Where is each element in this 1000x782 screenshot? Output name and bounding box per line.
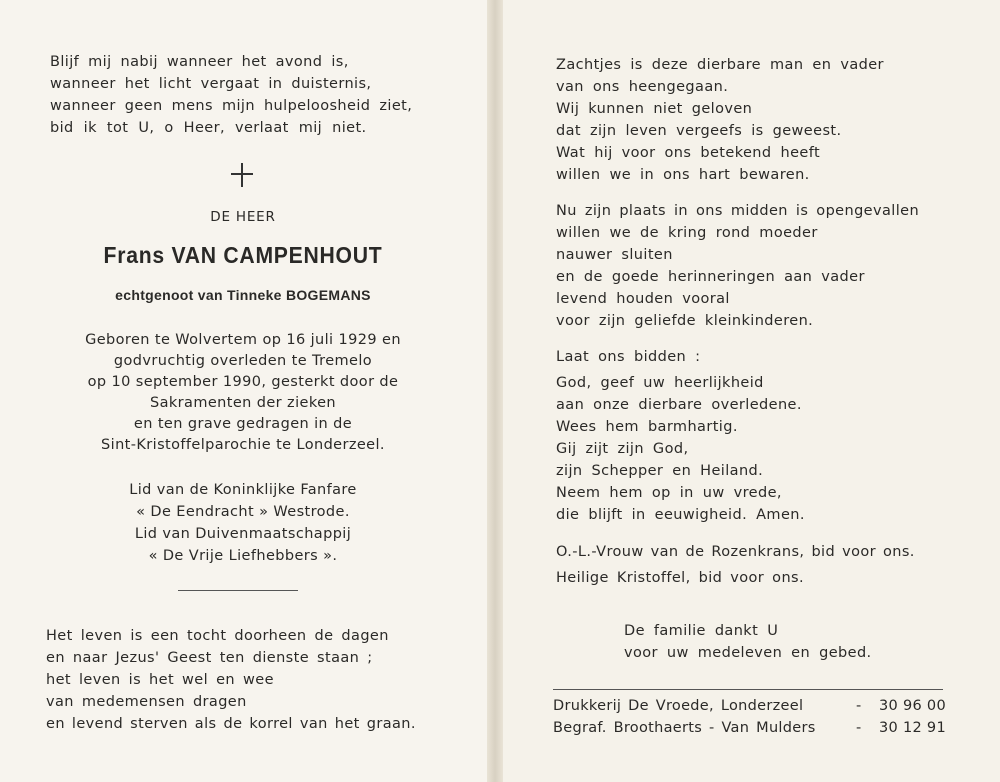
membership-line: « De Eendracht » Westrode. xyxy=(136,504,350,520)
closing-poem-line: het leven is het wel en wee xyxy=(46,672,274,688)
closing-poem-line: Het leven is een tocht doorheen de dagen xyxy=(46,628,389,644)
right-page xyxy=(503,0,1000,782)
stanza-line: willen we de kring rond moeder xyxy=(556,225,818,241)
prayer-line: zijn Schepper en Heiland. xyxy=(556,463,764,479)
footer-dash: - xyxy=(856,698,862,714)
bio-line: Geboren te Wolvertem op 16 juli 1929 en xyxy=(85,332,401,348)
bio-line: Sint-Kristoffelparochie te Londerzeel. xyxy=(101,437,385,453)
stanza-line: en de goede herinneringen aan vader xyxy=(556,269,865,285)
card-fold xyxy=(487,0,503,782)
invocation-line: Heilige Kristoffel, bid voor ons. xyxy=(556,570,804,586)
closing-poem-line: en naar Jezus' Geest ten dienste staan ; xyxy=(46,650,373,666)
thanks-line: voor uw medeleven en gebed. xyxy=(624,645,872,661)
membership-line: « De Vrije Liefhebbers ». xyxy=(148,548,338,564)
honorific: DE HEER xyxy=(210,209,276,225)
footer-rule xyxy=(553,689,943,690)
cross-icon xyxy=(229,163,255,187)
stanza-line: voor zijn geliefde kleinkinderen. xyxy=(556,313,814,329)
stanza-line: levend houden vooral xyxy=(556,291,730,307)
prayer-line: God, geef uw heerlijkheid xyxy=(556,375,764,391)
prayer-line: Gij zijt zijn God, xyxy=(556,441,689,457)
stanza-line: Nu zijn plaats in ons midden is opengevallen xyxy=(556,203,920,219)
printer-credit: Drukkerij De Vroede, Londerzeel xyxy=(553,698,804,714)
thanks-line: De familie dankt U xyxy=(624,623,779,639)
footer-dash: - xyxy=(856,720,862,736)
membership-line: Lid van Duivenmaatschappij xyxy=(134,526,352,542)
stanza-line: Wat hij voor ons betekend heeft xyxy=(556,145,821,161)
stanza-line: willen we in ons hart bewaren. xyxy=(556,167,810,183)
poem-line: wanneer geen mens mijn hulpeloosheid ziet, xyxy=(50,98,413,114)
prayer-line: Wees hem barmhartig. xyxy=(556,419,738,435)
stanza-line: van ons heengegaan. xyxy=(556,79,729,95)
poem-line: wanneer het licht vergaat in duisternis, xyxy=(50,76,372,92)
undertaker-credit: Begraf. Broothaerts - Van Mulders xyxy=(553,720,816,736)
stanza-line: Wij kunnen niet geloven xyxy=(556,101,753,117)
invocation-line: O.-L.-Vrouw van de Rozenkrans, bid voor ons. xyxy=(556,544,915,560)
stanza-line: Zachtjes is deze dierbare man en vader xyxy=(556,57,884,73)
bio-line: en ten grave gedragen in de xyxy=(133,416,353,432)
spouse-line: echtgenoot van Tinneke BOGEMANS xyxy=(115,287,371,303)
closing-poem-line: en levend sterven als de korrel van het graan. xyxy=(46,716,416,732)
prayer-intro: Laat ons bidden : xyxy=(556,349,701,365)
poem-line: Blijf mij nabij wanneer het avond is, xyxy=(50,54,349,70)
membership-line: Lid van de Koninklijke Fanfare xyxy=(129,482,357,498)
prayer-line: Neem hem op in uw vrede, xyxy=(556,485,782,501)
bio-line: op 10 september 1990, gesterkt door de xyxy=(87,374,399,390)
deceased-name: Frans VAN CAMPENHOUT xyxy=(103,242,383,268)
undertaker-phone: 30 12 91 xyxy=(879,720,946,736)
bio-line: godvruchtig overleden te Tremelo xyxy=(113,353,373,369)
bio-line: Sakramenten der zieken xyxy=(149,395,337,411)
prayer-line: die blijft in eeuwigheid. Amen. xyxy=(556,507,805,523)
closing-poem-line: van medemensen dragen xyxy=(46,694,247,710)
prayer-line: aan onze dierbare overledene. xyxy=(556,397,802,413)
poem-line: bid ik tot U, o Heer, verlaat mij niet. xyxy=(50,120,367,136)
printer-phone: 30 96 00 xyxy=(879,698,946,714)
stanza-line: dat zijn leven vergeefs is geweest. xyxy=(556,123,842,139)
stanza-line: nauwer sluiten xyxy=(556,247,673,263)
divider xyxy=(178,590,298,591)
left-page xyxy=(0,0,487,782)
